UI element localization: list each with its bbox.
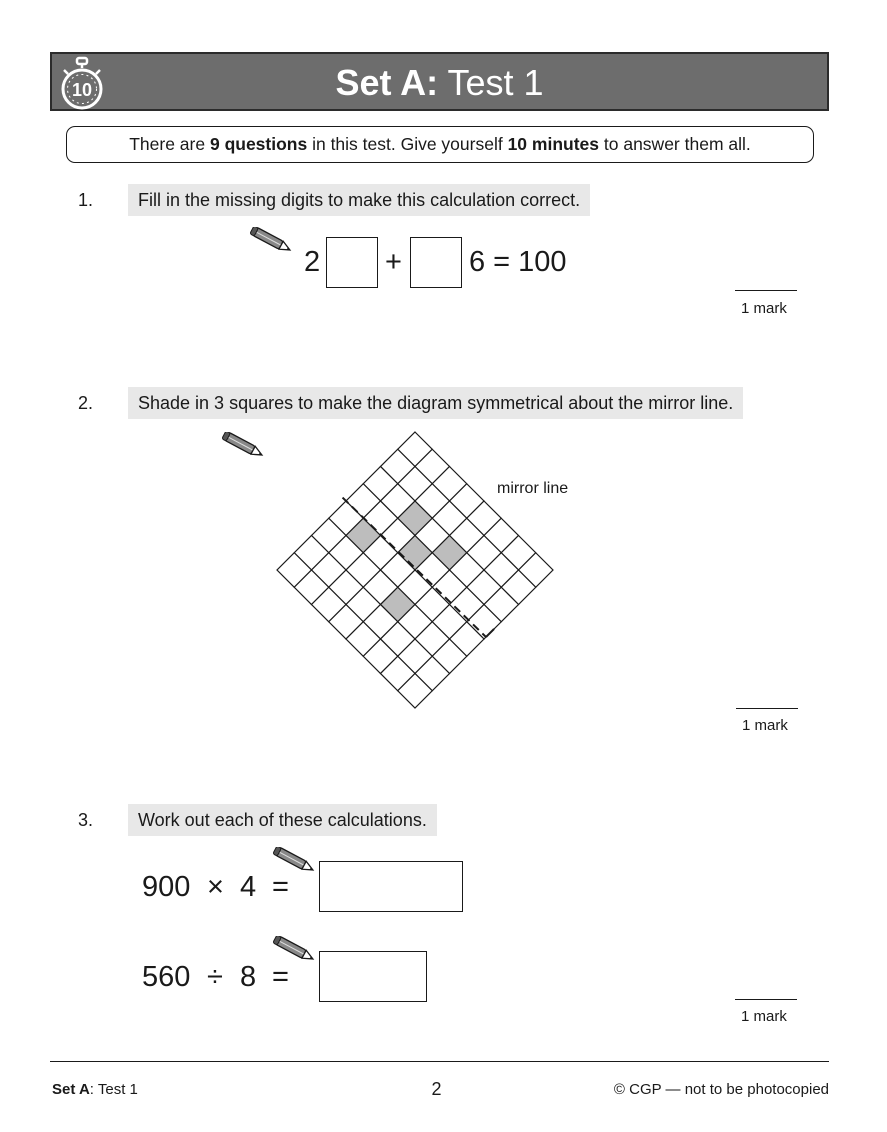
footer-divider (50, 1061, 829, 1062)
calc-1-operator: × (207, 871, 224, 903)
mark-line (735, 290, 797, 291)
question-2-text: Shade in 3 squares to make the diagram symmetrical about the mirror line. (128, 387, 743, 419)
equation-plus-sign: + (385, 246, 402, 278)
question-1-text: Fill in the missing digits to make this calculation correct. (128, 184, 590, 216)
timer-value: 10 (71, 80, 93, 100)
calc-2-equals: = (272, 961, 289, 993)
calc-1-answer-box[interactable] (319, 861, 463, 912)
question-count: 9 questions (209, 134, 308, 154)
calc-2-operand-a: 560 (142, 961, 191, 993)
footer-set-label: Set A (52, 1081, 90, 1098)
mark-label: 1 mark (742, 717, 788, 734)
symmetry-grid[interactable] (270, 425, 560, 715)
mark-line (736, 708, 798, 709)
calc-1-equals: = (272, 871, 289, 903)
question-3-number: 3. (78, 810, 94, 830)
calc-1-operand-b: 4 (240, 871, 257, 903)
question-3-text: Work out each of these calculations. (128, 804, 437, 836)
footer-test-name: : Test 1 (89, 1081, 138, 1098)
pencil-icon (249, 227, 295, 255)
time-limit: 10 minutes (507, 134, 600, 154)
calc-2-operand-b: 8 (240, 961, 257, 993)
page-title (52, 62, 827, 104)
question-1-number: 1. (78, 190, 94, 210)
mark-label: 1 mark (741, 1008, 787, 1025)
pencil-icon (221, 432, 267, 460)
instructions-text: to answer them all. (599, 134, 751, 154)
calc-1-operand-a: 900 (142, 871, 191, 903)
title-bold: Set A: (335, 62, 439, 103)
question-2-number: 2. (78, 393, 94, 413)
title-rest: Test 1 (438, 62, 544, 103)
instructions-text: There are (129, 134, 210, 154)
equation-lead-digit: 2 (304, 246, 321, 278)
mirror-line-label: mirror line (497, 480, 569, 497)
mark-label: 1 mark (741, 300, 787, 317)
page-number: 2 (431, 1079, 442, 1099)
equation-tail: 6 = 100 (469, 246, 567, 278)
instructions-box (66, 126, 814, 163)
instructions-text: in this test. Give yourself (307, 134, 508, 154)
missing-digit-box-1[interactable] (326, 237, 378, 288)
missing-digit-box-2[interactable] (410, 237, 462, 288)
header-bar (50, 52, 829, 111)
copyright-notice: © CGP — not to be photocopied (613, 1081, 829, 1098)
calc-2-answer-box[interactable] (319, 951, 427, 1002)
calc-2-operator: ÷ (207, 961, 223, 993)
mark-line (735, 999, 797, 1000)
